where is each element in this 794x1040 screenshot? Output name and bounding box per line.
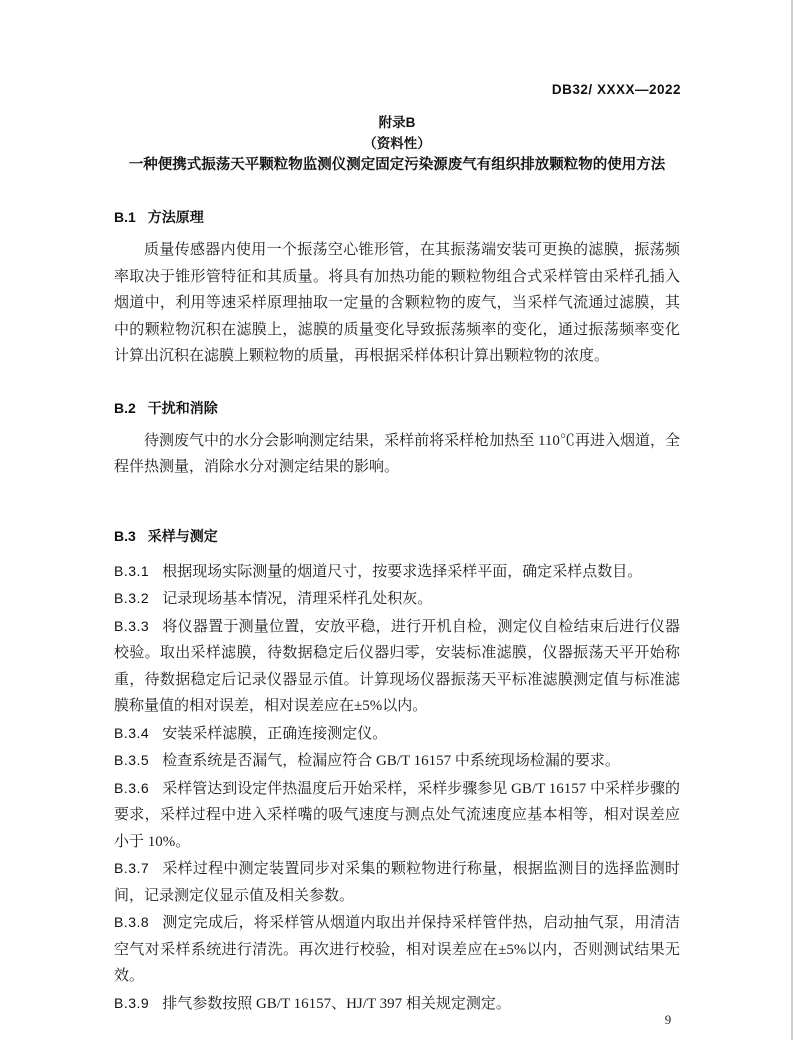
clause-text: 将仪器置于测量位置，安放平稳，进行开机自检，测定仪自检结束后进行仪器校验。取出采样滤膜，待数据稳定后仪器归零，安装标准滤膜，仪器振荡天平开始称重，待数据稳定后记录仪器显示值。计算现场仪器振荡天平标准滤膜测定值与标准滤膜称量值的相对误差，相对误差应在±5%以内。 bbox=[114, 618, 680, 714]
clause-number: B.3.4 bbox=[114, 724, 150, 741]
clause-b3-8 bbox=[114, 909, 680, 990]
title-block bbox=[114, 112, 680, 177]
section-number: B.1 bbox=[114, 209, 136, 225]
clause-text: 记录现场基本情况，清理采样孔处积灰。 bbox=[162, 591, 433, 607]
section-number: B.3 bbox=[114, 527, 136, 544]
section-title: 方法原理 bbox=[147, 209, 204, 225]
page-content bbox=[114, 112, 680, 1017]
clause-b3-4 bbox=[114, 720, 680, 748]
clause-text: 安装采样滤膜，正确连接测定仪。 bbox=[162, 725, 388, 742]
clause-text: 检查系统是否漏气，检漏应符合 GB/T 16157 中系统现场检漏的要求。 bbox=[162, 753, 620, 769]
appendix-label: 附录B bbox=[378, 115, 416, 130]
clause-text: 测定完成后，将采样管从烟道内取出并保持采样管伴热，启动抽气泵，用清洁空气对采样系统进行清洗。再次进行校验，相对误差应在±5%以内，否则测试结果无效。 bbox=[114, 915, 680, 984]
page-number: 9 bbox=[664, 1012, 672, 1027]
clause-b3-2 bbox=[114, 585, 680, 613]
clause-number: B.3.7 bbox=[114, 860, 150, 876]
section-b1-paragraph: 质量传感器内使用一个振荡空心锥形管，在其振荡端安装可更换的滤膜，振荡频率取决于锥形管特征和其质量。将具有加热功能的颗粒物组合式采样管由采样孔插入烟道中，利用等速采样原理抽取一定量的含颗粒物的废气，当采样气流通过滤膜，其中的颗粒物沉积在滤膜上，滤膜的质量变化导致振荡频率的变化，通过振荡频率变化计算出沉积在滤膜上颗粒物的质量，再根据采样体积计算出颗粒物的浓度。 bbox=[114, 242, 680, 364]
section-heading-b1 bbox=[114, 206, 680, 228]
clause-text: 采样过程中测定装置同步对采集的颗粒物进行称量，根据监测目的选择监测时间，记录测定仪显示值及相关参数。 bbox=[114, 861, 680, 904]
clause-b3-6 bbox=[114, 775, 680, 856]
appendix-type-note: （资料性） bbox=[363, 136, 431, 151]
standard-number-header: DB32/ XXXX—2022 bbox=[551, 82, 681, 97]
clause-text: 排气参数按照 GB/T 16157、HJ/T 397 相关规定测定。 bbox=[162, 995, 511, 1012]
section-b2-paragraph: 待测废气中的水分会影响测定结果，采样前将采样枪加热至 110℃再进入烟道，全程伴热测量，消除水分对测定结果的影响。 bbox=[114, 432, 680, 475]
clause-text: 采样管达到设定伴热温度后开始采样，采样步骤参见 GB/T 16157 中采样步骤的要求，采样过程中进入采样嘴的吸气速度与测点处气流速度应基本相等，相对误差应小于 10%。 bbox=[114, 780, 680, 850]
clause-b3-5 bbox=[114, 747, 680, 775]
clause-b3-3 bbox=[114, 613, 680, 720]
section-heading-b3 bbox=[114, 525, 680, 547]
clause-number: B.3.8 bbox=[114, 914, 150, 930]
clause-b3-9 bbox=[114, 990, 680, 1018]
clause-number: B.3.5 bbox=[114, 752, 150, 768]
clause-number: B.3.3 bbox=[114, 617, 150, 634]
section-title: 干扰和消除 bbox=[147, 399, 218, 416]
appendix-title: 一种便携式振荡天平颗粒物监测仪测定固定污染源废气有组织排放颗粒物的使用方法 bbox=[128, 157, 666, 173]
clause-number: B.3.9 bbox=[114, 994, 150, 1011]
clause-list bbox=[114, 558, 680, 1018]
section-number: B.2 bbox=[114, 399, 136, 416]
page-right-edge-shadow bbox=[791, 0, 793, 1040]
clause-b3-1 bbox=[114, 558, 680, 586]
clause-number: B.3.6 bbox=[114, 779, 150, 796]
section-title: 采样与测定 bbox=[147, 527, 218, 544]
clause-b3-7 bbox=[114, 855, 680, 909]
clause-number: B.3.2 bbox=[114, 590, 150, 606]
clause-number: B.3.1 bbox=[114, 562, 150, 579]
clause-text: 根据现场实际测量的烟道尺寸，按要求选择采样平面，确定采样点数目。 bbox=[162, 563, 643, 580]
section-heading-b2 bbox=[114, 397, 680, 419]
